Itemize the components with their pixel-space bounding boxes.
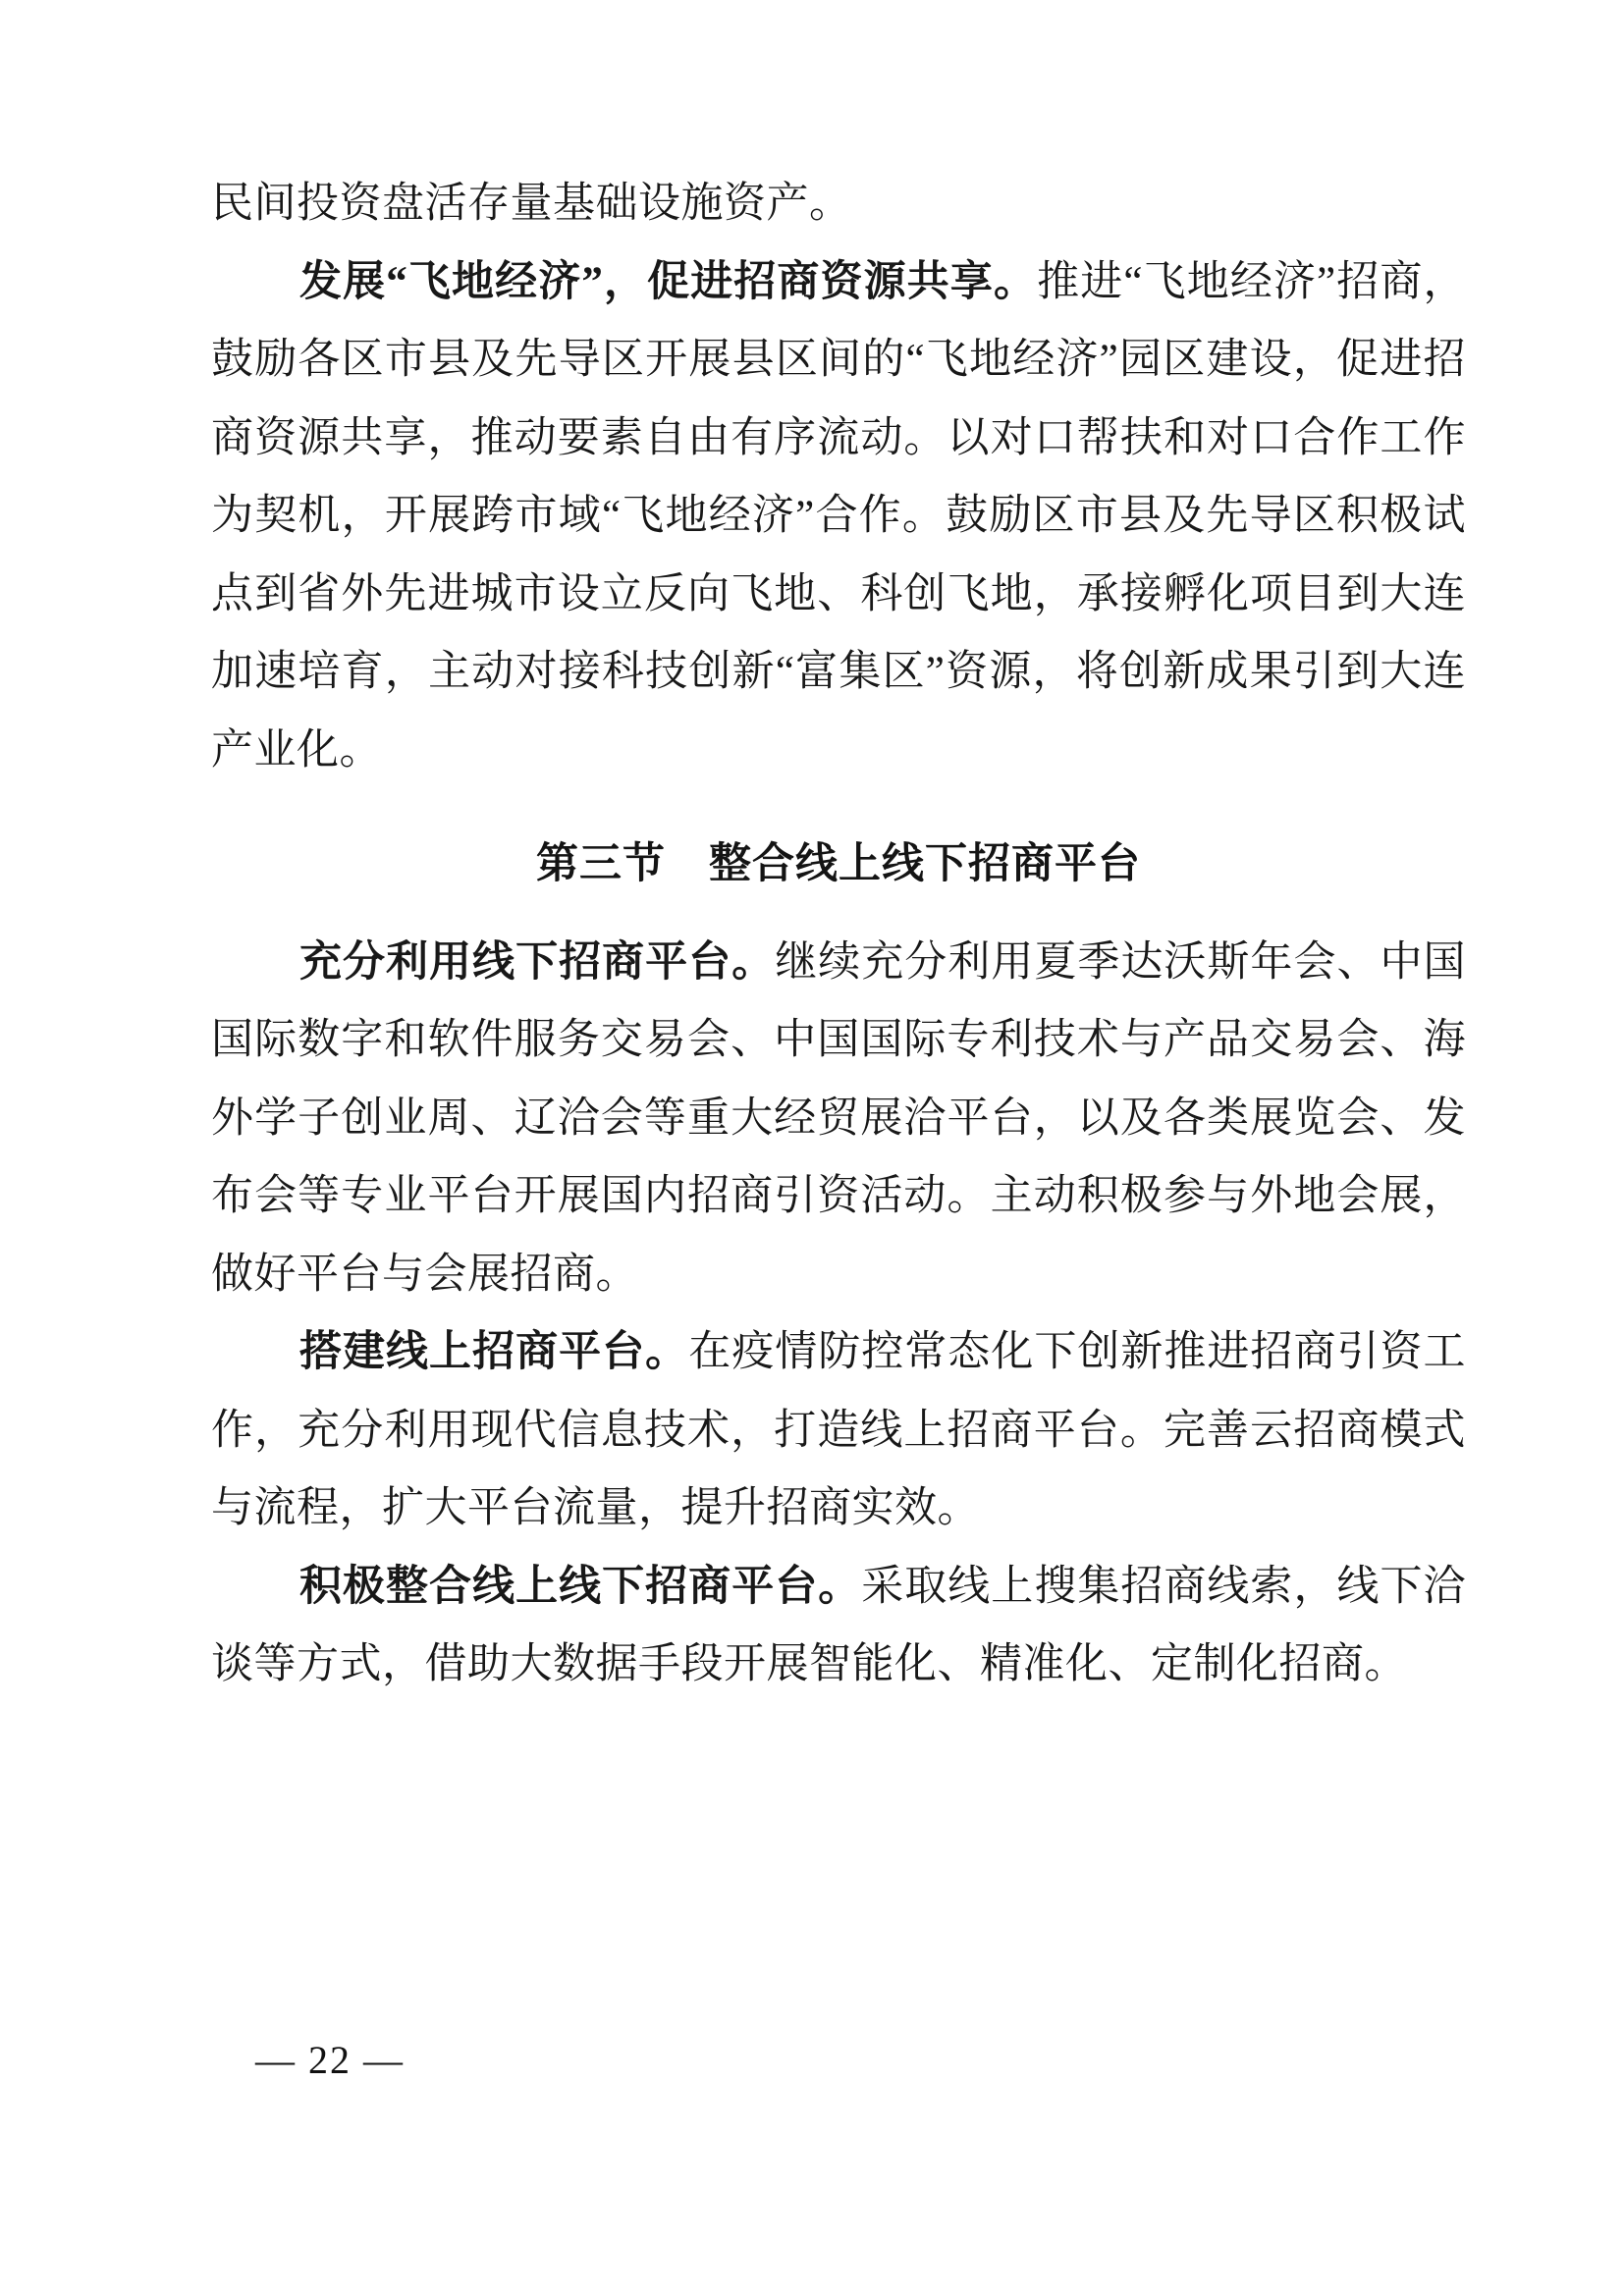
section-heading-3: 第三节 整合线上线下招商平台 — [536, 841, 1141, 887]
page-number: — 22 — — [255, 2038, 405, 2082]
paragraph-body-feidi-economy: 推进“飞地经济”招商，鼓励各区市县及先导区开展县区间的“飞地经济”园区建设，促进招商资源共享，推动要素自由有序流动。以对口帮扶和对口合作工作为契机，开展跨市域“飞地经济”合作。鼓励区市县及先导区积极试点到省外先进城市设立反向飞地、科创飞地，承接孵化项目到大连加速培育，主动对接科技创新“富集区”资源，将创新成果引到大连产业化。 — [211, 258, 1467, 774]
paragraph-body-integrate-platform: 采取线上搜集招商线索，线下洽谈等方式，借助大数据手段开展智能化、精准化、定制化招商。 — [211, 1563, 1466, 1687]
paragraph-offline-platform — [211, 924, 1466, 1314]
paragraph-body-online-platform: 在疫情防控常态化下创新推进招商引资工作，充分利用现代信息技术，打造线上招商平台。完善云招商模式与流程，扩大平台流量，提升招商实效。 — [211, 1329, 1467, 1531]
paragraph-lead-online-platform: 搭建线上招商平台。 — [299, 1329, 689, 1375]
paragraph-lead-offline-platform: 充分利用线下招商平台。 — [299, 938, 776, 986]
page-content — [211, 165, 1466, 1704]
paragraph-body-offline-platform: 继续充分利用夏季达沃斯年会、中国国际数字和软件服务交易会、中国国际专利技术与产品交易会、海外学子创业周、辽洽会等重大经贸展洽平台，以及各类展览会、发布会等专业平台开展国内招商引资活动。主动积极参与外地会展，做好平台与会展招商。 — [211, 938, 1467, 1298]
paragraph-online-platform — [211, 1313, 1466, 1548]
paragraph-lead-integrate-platform: 积极整合线上线下招商平台。 — [299, 1563, 862, 1610]
paragraph-continuation: 民间投资盘活存量基础设施资产。 — [211, 181, 852, 227]
paragraph-integrate-platform — [211, 1548, 1466, 1704]
paragraph-feidi-economy — [211, 243, 1466, 790]
paragraph-lead-feidi-economy: 发展“飞地经济”，促进招商资源共享。 — [299, 258, 1038, 305]
